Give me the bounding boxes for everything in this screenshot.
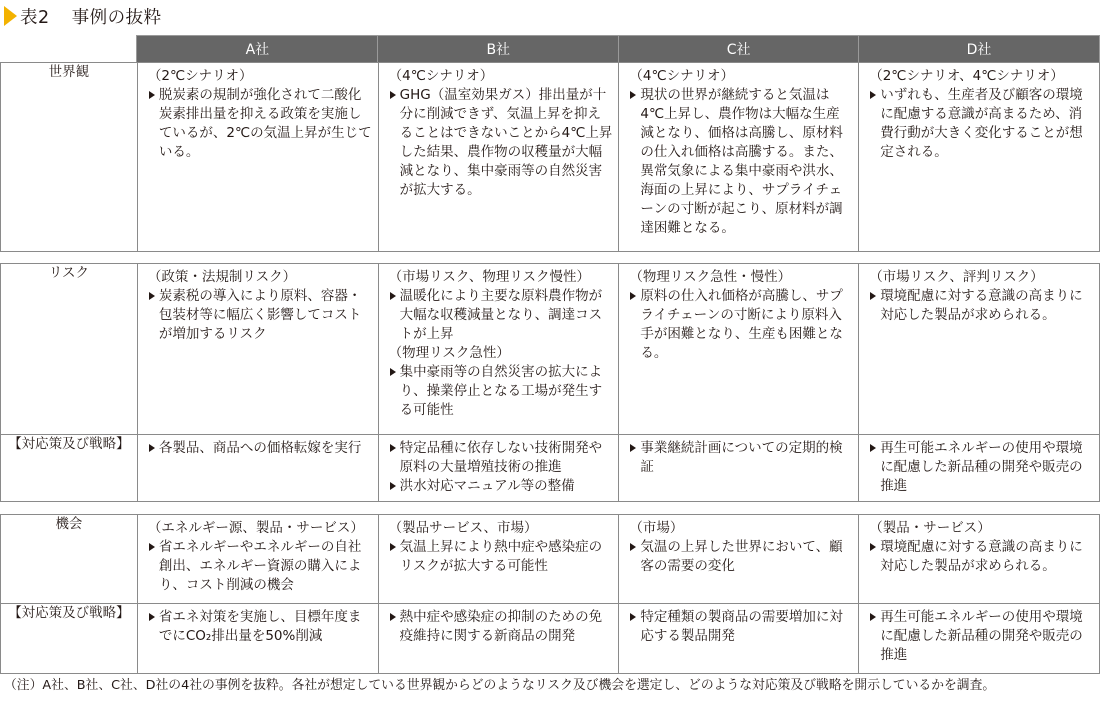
risk-response-row-header: 【対応策及び戦略】 [1, 435, 138, 502]
worldview-cell-c: （4℃シナリオ） 現状の世界が継続すると気温は4℃上昇し、農作物は大幅な生産減となり、価格は高騰し、原材料の仕入れ価格は高騰する。また、異常気象による集中豪雨や洪水、海面の上昇により、サプライチェーンの寸断が起こり、原材料が調達困難となる。 [619, 63, 859, 252]
worldview-cell-b: （4℃シナリオ） GHG（温室効果ガス）排出量が十分に削減できず、気温上昇を抑えることはできないことから4℃上昇した結果、農作物の収穫量が大幅減となり、集中豪雨等の自然災害が拡大する。 [378, 63, 619, 252]
opportunity-response-cell-a: 省エネ対策を実施し、目標年度までにCO₂排出量を50%削減 [137, 604, 378, 674]
risk-cell-a: （政策・法規制リスク） 炭素税の導入により原料、容器・包装材等に幅広く影響してコストが増加するリスク [137, 264, 378, 435]
column-header-table [0, 35, 1100, 63]
opportunity-response-row-header: 【対応策及び戦略】 [1, 604, 138, 674]
opportunity-response-cell-d: 再生可能エネルギーの使用や環境に配慮した新品種の開発や販売の推進 [859, 604, 1100, 674]
worldview-cell-a: （2℃シナリオ） 脱炭素の規制が強化されて二酸化炭素排出量を抑える政策を実施しているが、2℃の気温上昇が生じている。 [137, 63, 378, 252]
opportunity-response-cell-c: 特定種類の製商品の需要増加に対応する製品開発 [619, 604, 859, 674]
worldview-row-header: 世界観 [1, 63, 138, 252]
opportunity-response-cell-b: 熱中症や感染症の抑制のための免疫維持に関する新商品の開発 [378, 604, 619, 674]
footnote: （注）A社、B社、C社、D社の4社の事例を抜粋。各社が想定している世界観からどのようなリスク及び機会を選定し、どのような対応策及び戦略を開示しているかを調査。 [4, 678, 996, 693]
risk-cell-d: （市場リスク、評判リスク） 環境配慮に対する意識の高まりに対応した製品が求められる。 [859, 264, 1100, 435]
column-header-d: D社 [859, 36, 1100, 63]
opportunity-row-header: 機会 [1, 515, 138, 604]
risk-cell-b: （市場リスク、物理リスク慢性） 温暖化により主要な原料農作物が大幅な収穫減量となり、調達コストが上昇 （物理リスク急性） 集中豪雨等の自然災害の拡大により、操業停止となる工場が発生する可能性 [378, 264, 619, 435]
column-header-c: C社 [619, 36, 859, 63]
risk-cell-c: （物理リスク急性・慢性） 原料の仕入れ価格が高騰し、サプライチェーンの寸断により原料入手が困難となり、生産も困難となる。 [619, 264, 859, 435]
table-title [4, 3, 162, 29]
opportunity-cell-c: （市場） 気温の上昇した世界において、顧客の需要の変化 [619, 515, 859, 604]
opportunity-cell-d: （製品・サービス） 環境配慮に対する意識の高まりに対応した製品が求められる。 [859, 515, 1100, 604]
opportunity-cell-b: （製品サービス、市場） 気温上昇により熱中症や感染症のリスクが拡大する可能性 [378, 515, 619, 604]
risk-response-cell-a: 各製品、商品への価格転嫁を実行 [137, 435, 378, 502]
risk-table [0, 263, 1100, 502]
worldview-table [0, 62, 1100, 252]
opportunity-cell-a: （エネルギー源、製品・サービス） 省エネルギーやエネルギーの自社創出、エネルギー資源の購入により、コスト削減の機会 [137, 515, 378, 604]
table-number: 表2 [20, 7, 50, 28]
risk-response-cell-d: 再生可能エネルギーの使用や環境に配慮した新品種の開発や販売の推進 [859, 435, 1100, 502]
worldview-cell-d: （2℃シナリオ、4℃シナリオ） いずれも、生産者及び顧客の環境に配慮する意識が高まるため、消費行動が大きく変化することが想定される。 [859, 63, 1100, 252]
risk-response-cell-c: 事業継続計画についての定期的検証 [619, 435, 859, 502]
opportunity-table [0, 514, 1100, 674]
table-caption: 事例の抜粋 [71, 7, 162, 28]
column-header-a: A社 [137, 36, 378, 63]
risk-row-header: リスク [1, 264, 138, 435]
triangle-marker-icon [4, 6, 17, 26]
corner-cell [0, 36, 137, 63]
risk-response-cell-b: 特定品種に依存しない技術開発や原料の大量増殖技術の推進 洪水対応マニュアル等の整備 [378, 435, 619, 502]
column-header-b: B社 [378, 36, 619, 63]
